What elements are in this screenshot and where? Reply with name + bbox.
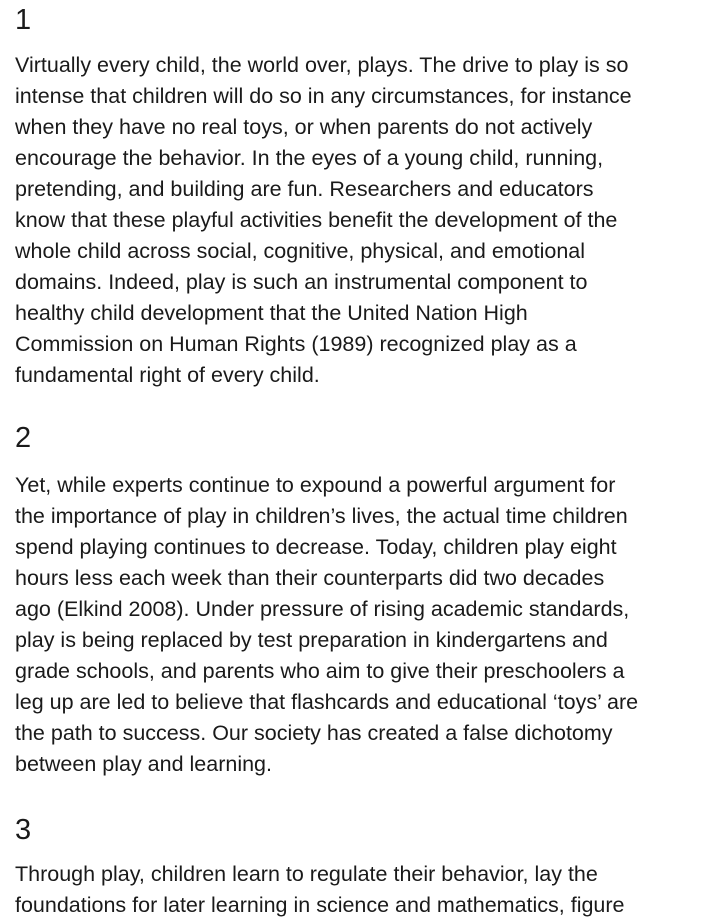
paragraph-line: foundations for later learning in science and mathematics, figure <box>15 893 625 917</box>
section-number: 1 <box>15 4 32 36</box>
paragraph-line: fundamental right of every child. <box>15 363 320 387</box>
paragraph-line: Virtually every child, the world over, plays. The drive to play is so <box>15 53 629 77</box>
paragraph-line: ago (Elkind 2008). Under pressure of rising academic standards, <box>15 597 630 621</box>
paragraph-line: spend playing continues to decrease. Today, children play eight <box>15 535 617 559</box>
paragraph-line: pretending, and building are fun. Researchers and educators <box>15 177 594 201</box>
paragraph-line: Through play, children learn to regulate their behavior, lay the <box>15 862 598 886</box>
paragraph <box>15 50 632 391</box>
paragraph-line: healthy child development that the United Nation High <box>15 301 528 325</box>
paragraph-line: the importance of play in children’s lives, the actual time children <box>15 504 628 528</box>
paragraph <box>15 859 625 921</box>
paragraph-line: hours less each week than their counterparts did two decades <box>15 566 605 590</box>
section-number: 2 <box>15 422 32 454</box>
paragraph-line: Commission on Human Rights (1989) recognized play as a <box>15 332 577 356</box>
paragraph <box>15 470 638 780</box>
paragraph-line: domains. Indeed, play is such an instrumental component to <box>15 270 588 294</box>
paragraph-line: encourage the behavior. In the eyes of a young child, running, <box>15 146 604 170</box>
paragraph-line: grade schools, and parents who aim to give their preschoolers a <box>15 659 625 683</box>
paragraph-line: whole child across social, cognitive, physical, and emotional <box>15 239 586 263</box>
paragraph-line: know that these playful activities benefit the development of the <box>15 208 618 232</box>
paragraph-line: when they have no real toys, or when parents do not actively <box>15 115 593 139</box>
section-number: 3 <box>15 814 32 846</box>
paragraph-line: between play and learning. <box>15 752 272 776</box>
paragraph-line: play is being replaced by test preparation in kindergartens and <box>15 628 608 652</box>
paragraph-line: the path to success. Our society has created a false dichotomy <box>15 721 613 745</box>
paragraph-line: intense that children will do so in any circumstances, for instance <box>15 84 632 108</box>
paragraph-line: leg up are led to believe that flashcards and educational ‘toys’ are <box>15 690 639 714</box>
paragraph-line: Yet, while experts continue to expound a powerful argument for <box>15 473 616 497</box>
